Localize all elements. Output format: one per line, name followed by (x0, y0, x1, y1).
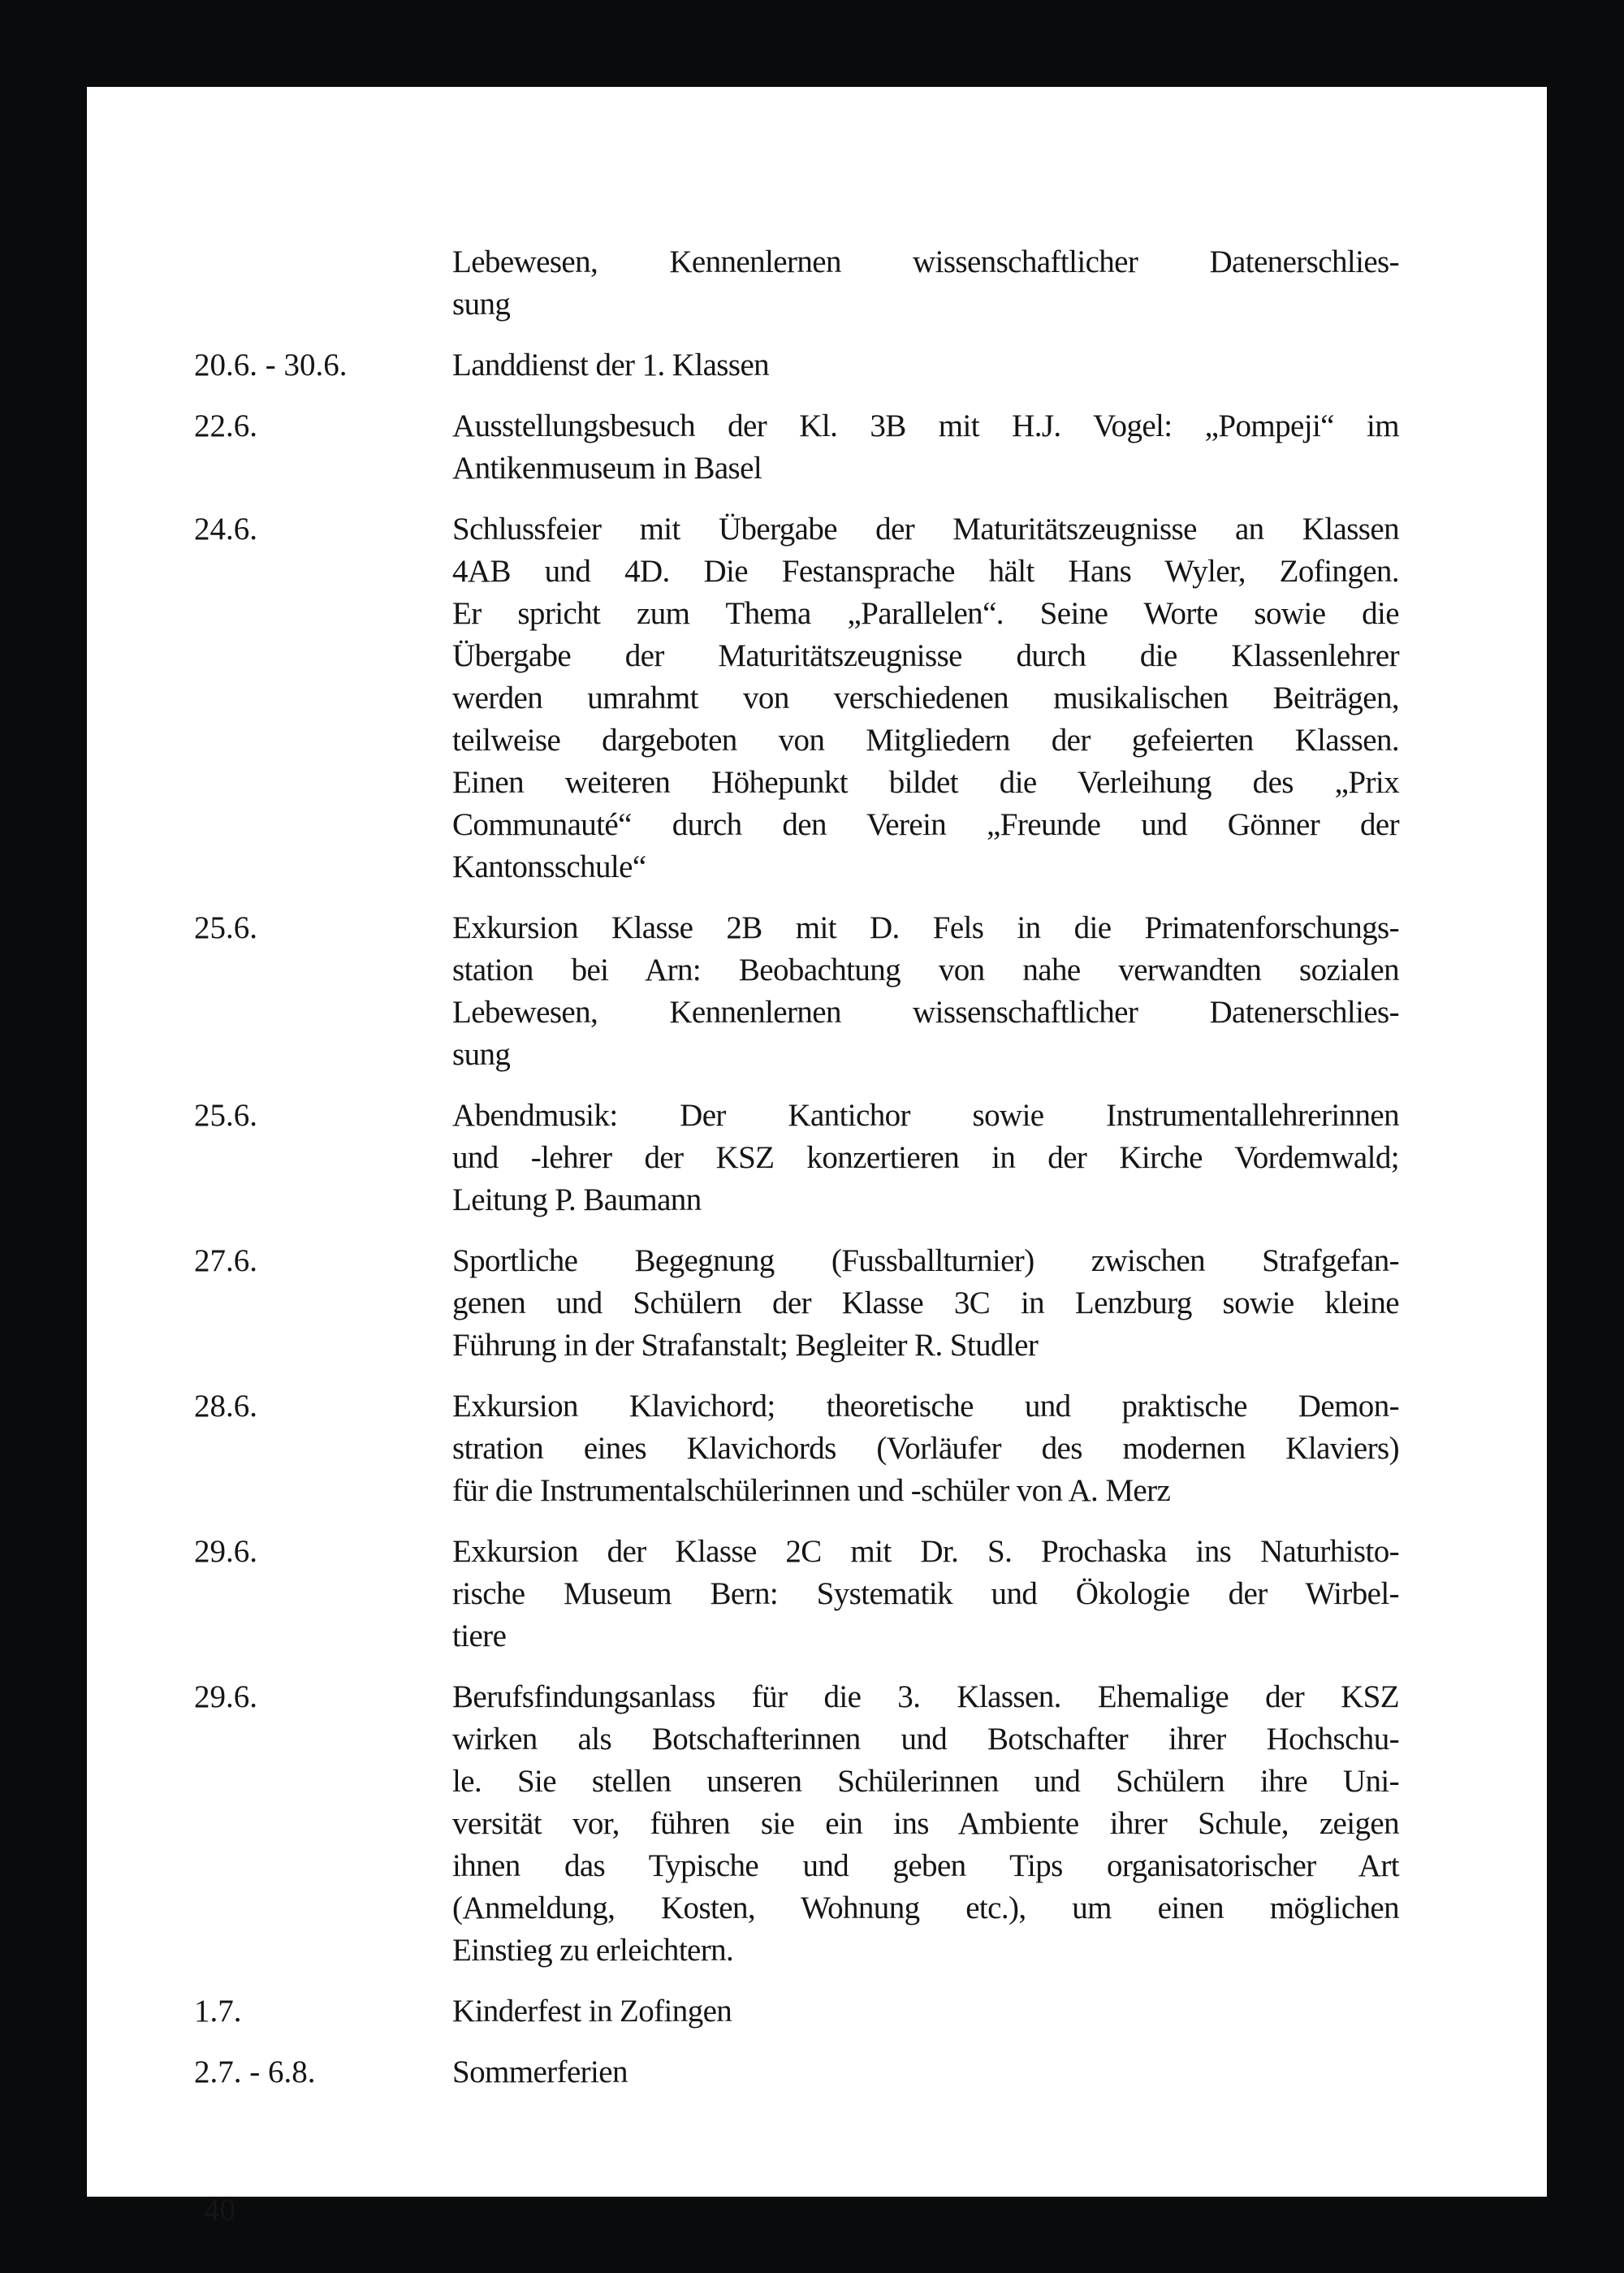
event-date: 29.6. (194, 1679, 257, 1714)
description-line: rische Museum Bern: Systematik und Ökologie der Wirbel- (452, 1576, 1399, 1611)
event-description (452, 1990, 1399, 2033)
event-date: 25.6. (194, 910, 257, 945)
event-entry (194, 2051, 1400, 2094)
event-description (452, 241, 1399, 326)
event-date: 25.6. (194, 1098, 257, 1133)
description-line: für die Instrumentalschülerinnen und -schüler von A. Merz (452, 1473, 1171, 1508)
event-date: 20.6. - 30.6. (194, 348, 348, 382)
description-line: (Anmeldung, Kosten, Wohnung etc.), um einen möglichen (452, 1891, 1399, 1925)
event-date: 24.6. (194, 512, 257, 547)
event-description (452, 508, 1399, 888)
event-entry (194, 907, 1400, 1076)
description-line: Berufsfindungsanlass für die 3. Klassen. Ehemalige der KSZ (452, 1679, 1399, 1714)
event-description (452, 1385, 1399, 1512)
description-line: Lebewesen, Kennenlernen wissenschaftlicher Datenerschlies- (452, 244, 1399, 279)
description-line: Er spricht zum Thema „Parallelen“. Seine Worte sowie die (452, 596, 1399, 631)
event-entry (194, 1531, 1400, 1657)
event-entry (194, 1240, 1400, 1367)
event-description (452, 2051, 1399, 2094)
description-line: und -lehrer der KSZ konzertieren in der Kirche Vordemwald; (452, 1140, 1399, 1175)
description-line: Sportliche Begegnung (Fussballturnier) zwischen Strafgefan- (452, 1243, 1399, 1278)
description-line: Landdienst der 1. Klassen (452, 348, 770, 382)
description-line: Abendmusik: Der Kantichor sowie Instrumentallehrerinnen (452, 1098, 1399, 1133)
description-line: Einen weiteren Höhepunkt bildet die Verleihung des „Prix (452, 765, 1399, 800)
page-number: 40 (204, 2193, 235, 2228)
description-line: Schlussfeier mit Übergabe der Maturitätszeugnisse an Klassen (452, 512, 1399, 547)
description-line: Führung in der Strafanstalt; Begleiter R. Studler (452, 1328, 1039, 1363)
description-line: ihnen das Typische und geben Tips organisatorischer Art (452, 1848, 1399, 1883)
event-entry (194, 1676, 1400, 1972)
event-description (452, 1531, 1399, 1657)
description-line: le. Sie stellen unseren Schülerinnen und Schülern ihre Uni- (452, 1764, 1399, 1799)
event-entry (194, 508, 1400, 888)
description-line: Lebewesen, Kennenlernen wissenschaftlicher Datenerschlies- (452, 995, 1399, 1030)
event-list (194, 241, 1400, 2112)
description-line: Kinderfest in Zofingen (452, 1994, 732, 2029)
event-date: 28.6. (194, 1389, 257, 1424)
description-line: Ausstellungsbesuch der Kl. 3B mit H.J. Vogel: „Pompeji“ im (452, 408, 1399, 443)
description-line: tiere (452, 1618, 507, 1653)
description-line: Sommerferien (452, 2055, 628, 2089)
event-entry (194, 241, 1400, 326)
description-line: genen und Schülern der Klasse 3C in Lenzburg sowie kleine (452, 1286, 1399, 1320)
event-description (452, 1095, 1399, 1221)
event-date: 22.6. (194, 408, 257, 443)
description-line: wirken als Botschafterinnen und Botschafter ihrer Hochschu- (452, 1722, 1399, 1757)
event-description (452, 1240, 1399, 1367)
event-date (194, 241, 452, 326)
description-line: station bei Arn: Beobachtung von nahe verwandten sozialen (452, 953, 1399, 987)
description-line: Exkursion Klavichord; theoretische und praktische Demon- (452, 1389, 1399, 1424)
description-line: Kantonsschule“ (452, 849, 646, 884)
event-date: 1.7. (194, 1994, 242, 2029)
event-date: 29.6. (194, 1534, 257, 1569)
event-entry (194, 1095, 1400, 1221)
description-line: werden umrahmt von verschiedenen musikalischen Beiträgen, (452, 681, 1399, 715)
event-entry (194, 344, 1400, 387)
document-page (87, 87, 1547, 2228)
event-entry (194, 1990, 1400, 2033)
description-line: Leitung P. Baumann (452, 1182, 702, 1217)
event-description (452, 1676, 1399, 1972)
event-date: 2.7. - 6.8. (194, 2055, 316, 2089)
description-line: Communauté“ durch den Verein „Freunde und Gönner der (452, 807, 1399, 842)
description-line: teilweise dargeboten von Mitgliedern der gefeierten Klassen. (452, 723, 1399, 758)
event-description (452, 405, 1399, 490)
event-date: 27.6. (194, 1243, 257, 1278)
description-line: versität vor, führen sie ein ins Ambiente ihrer Schule, zeigen (452, 1806, 1399, 1841)
description-line: Antikenmuseum in Basel (452, 451, 762, 486)
event-description (452, 344, 1399, 387)
event-entry (194, 1385, 1400, 1512)
description-line: Übergabe der Maturitätszeugnisse durch die Klassenlehrer (452, 638, 1399, 673)
description-line: Exkursion Klasse 2B mit D. Fels in die Primatenforschungs- (452, 910, 1399, 945)
description-line: Einstieg zu erleichtern. (452, 1933, 734, 1968)
description-line: stration eines Klavichords (Vorläufer des modernen Klaviers) (452, 1431, 1399, 1466)
description-line: Exkursion der Klasse 2C mit Dr. S. Prochaska ins Naturhisto- (452, 1534, 1399, 1569)
description-line: 4AB und 4D. Die Festansprache hält Hans Wyler, Zofingen. (452, 554, 1399, 589)
event-description (452, 907, 1399, 1076)
description-line: sung (452, 1037, 511, 1072)
event-entry (194, 405, 1400, 490)
description-line: sung (452, 287, 511, 322)
